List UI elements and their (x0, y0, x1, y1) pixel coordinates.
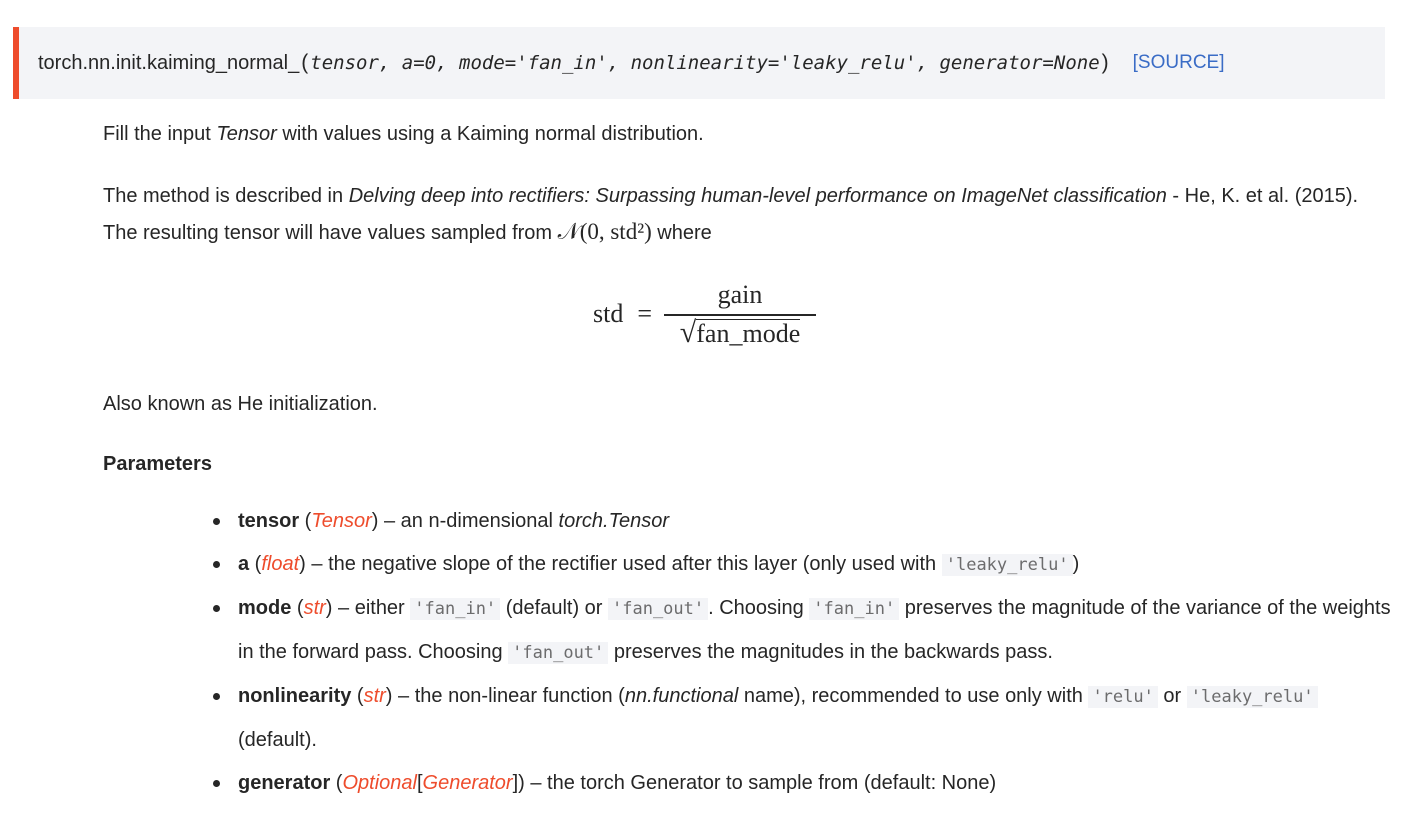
param-generator: generator (Optional[Generator]) – the torch Generator to sample from (default: None) (213, 762, 1393, 805)
param-desc-italic: nn.functional (624, 685, 739, 707)
param-name: generator (238, 772, 331, 794)
code-literal: 'fan_out' (508, 642, 608, 664)
sqrt-symbol: √ (679, 315, 697, 349)
formula-equals: = (637, 298, 653, 328)
param-nonlinearity: nonlinearity (str) – the non-linear function (nn.functional name), recommended to use only with 'relu' or 'leaky_relu' (default). (213, 675, 1393, 762)
open-paren: ( (301, 51, 309, 74)
formula-fraction (664, 280, 816, 348)
param-type-link[interactable]: Tensor (311, 510, 372, 532)
param-desc: (default) or (500, 597, 608, 619)
param-desc-italic: torch.Tensor (558, 510, 669, 532)
formula-lhs: std (593, 298, 624, 328)
arg-nonlinearity: nonlinearity='leaky_relu' (630, 52, 917, 74)
arg-tensor: tensor (310, 52, 379, 74)
param-desc: – the negative slope of the rectifier used after this layer (only used with (305, 553, 942, 575)
type-bracket: ] (512, 772, 519, 794)
std-formula (593, 280, 816, 348)
param-desc-end: ) (1072, 553, 1080, 575)
param-type-link[interactable]: float (261, 553, 300, 575)
method-text-end: where (651, 222, 712, 244)
function-signature (13, 27, 1385, 99)
param-desc: – the non-linear function ( (392, 685, 625, 707)
param-desc: (default). (238, 729, 317, 751)
param-desc: – an n-dimensional (378, 510, 559, 532)
param-a: a (float) – the negative slope of the rectifier used after this layer (only used with 'leaky_relu' ) (213, 543, 1393, 587)
param-type-link[interactable]: str (363, 685, 386, 707)
param-desc: – either (332, 597, 411, 619)
formula-denominator (679, 315, 801, 349)
intro-paragraph (103, 116, 704, 152)
param-desc: ) – the torch Generator to sample from (default: None) (518, 772, 997, 794)
arg-a: a=0 (401, 52, 437, 74)
code-literal: 'fan_in' (410, 598, 500, 620)
param-mode: mode (str) – either 'fan_in' (default) or 'fan_out' . Choosing 'fan_in' preserves the magnitude of the variance of the weights in the forward pass. Choosing 'fan_out' preserves the magnitudes in the backwards pass. (213, 587, 1393, 675)
param-name: nonlinearity (238, 685, 352, 707)
arg-generator: generator=None (939, 52, 1100, 74)
param-tensor: tensor (Tensor) – an n-dimensional torch.Tensor (213, 500, 1393, 543)
paper-title: Delving deep into rectifiers: Surpassing human-level performance on ImageNet classification (348, 185, 1167, 207)
param-type-link[interactable]: Optional (342, 772, 417, 794)
method-text-mid: - He, K. et al. (2015). The resulting tensor will have values sampled from (103, 185, 1359, 244)
function-name: torch.nn.init.kaiming_normal_ (38, 51, 300, 74)
he-init-paragraph: Also known as He initialization. (103, 393, 378, 415)
normal-dist-math: 𝒩(0, std²) (557, 219, 652, 244)
param-desc: preserves the magnitude of the variance of the weights in the forward pass. Choosing (238, 597, 1391, 663)
formula-radicand: fan_mode (696, 318, 801, 348)
parameters-list (213, 500, 1393, 805)
source-link[interactable]: [SOURCE] (1132, 52, 1225, 73)
param-name: a (238, 553, 250, 575)
arg-mode: mode='fan_in' (459, 52, 608, 74)
param-type-link[interactable]: str (303, 597, 326, 619)
method-text: The method is described in (103, 185, 349, 207)
param-desc: . Choosing (708, 597, 810, 619)
param-name: mode (238, 597, 292, 619)
param-desc: preserves the magnitudes in the backwards pass. (608, 641, 1053, 663)
formula-numerator: gain (717, 280, 763, 309)
code-literal: 'relu' (1088, 686, 1157, 708)
param-name: tensor (238, 510, 300, 532)
param-desc: or (1157, 685, 1187, 707)
type-bracket: [ (416, 772, 423, 794)
param-desc: name), recommended to use only with (738, 685, 1089, 707)
intro-text: Fill the input (103, 123, 217, 145)
param-type-link[interactable]: Generator (422, 772, 513, 794)
intro-text-end: with values using a Kaiming normal distribution. (276, 123, 704, 145)
code-literal: 'leaky_relu' (1187, 686, 1318, 708)
code-literal: 'fan_in' (809, 598, 899, 620)
parameters-heading: Parameters (103, 453, 212, 475)
signature-args: tensor, a=0, mode='fan_in', nonlinearity='leaky_relu', generator=None (310, 52, 1100, 74)
intro-italic: Tensor (216, 123, 277, 145)
close-paren: ) (1101, 51, 1109, 74)
method-paragraph (103, 178, 1391, 251)
code-literal: 'fan_out' (608, 598, 708, 620)
code-literal: 'leaky_relu' (942, 554, 1073, 576)
